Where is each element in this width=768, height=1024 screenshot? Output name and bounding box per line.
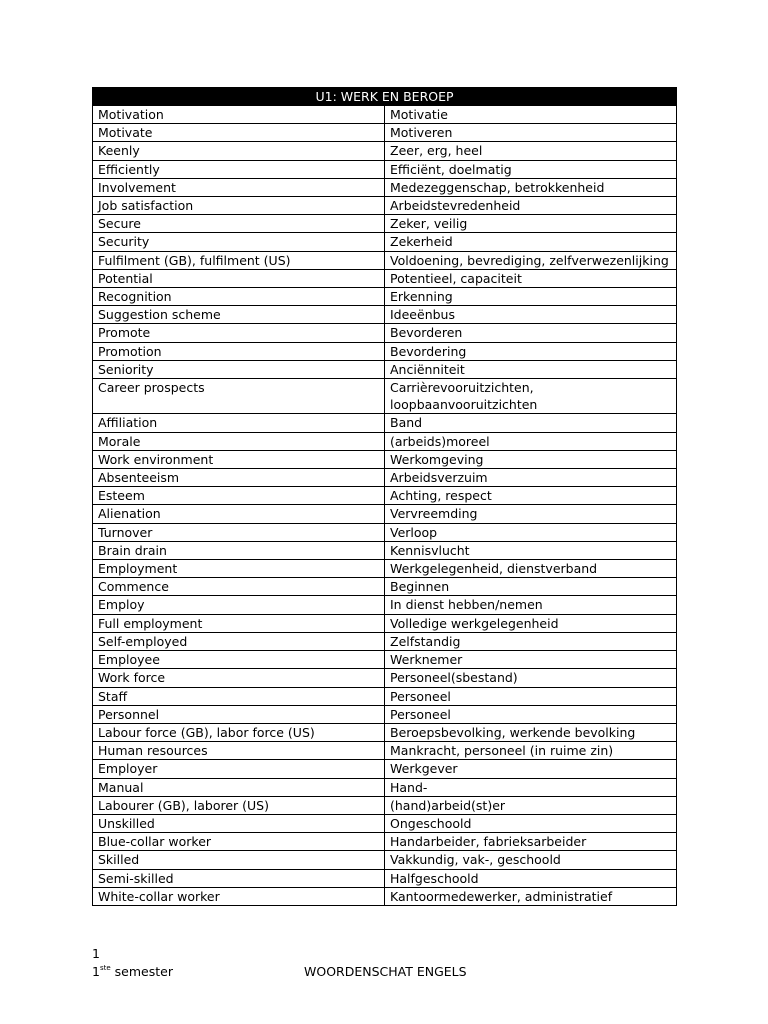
vocabulary-table — [92, 87, 677, 906]
table-row — [93, 160, 677, 178]
english-term: Unskilled — [93, 814, 385, 832]
english-term: Involvement — [93, 178, 385, 196]
table-row — [93, 197, 677, 215]
table-row — [93, 778, 677, 796]
dutch-translation: Bevorderen — [385, 324, 677, 342]
table-row — [93, 796, 677, 814]
english-term: Employer — [93, 760, 385, 778]
table-row — [93, 342, 677, 360]
dutch-translation: Verloop — [385, 523, 677, 541]
dutch-translation: Voldoening, bevrediging, zelfverwezenlijking — [385, 251, 677, 269]
english-term: Promote — [93, 324, 385, 342]
dutch-translation: Zeker, veilig — [385, 215, 677, 233]
table-row — [93, 469, 677, 487]
english-term: Staff — [93, 687, 385, 705]
dutch-translation: Medezeggenschap, betrokkenheid — [385, 178, 677, 196]
english-term: Seniority — [93, 360, 385, 378]
table-row — [93, 560, 677, 578]
english-term: Employment — [93, 560, 385, 578]
table-row — [93, 632, 677, 650]
english-term: Fulfilment (GB), fulfilment (US) — [93, 251, 385, 269]
dutch-translation: Anciënniteit — [385, 360, 677, 378]
table-row — [93, 851, 677, 869]
dutch-translation: Bevordering — [385, 342, 677, 360]
dutch-translation: Erkenning — [385, 288, 677, 306]
table-body — [93, 106, 677, 906]
english-term: Personnel — [93, 705, 385, 723]
table-row — [93, 450, 677, 468]
english-term: Commence — [93, 578, 385, 596]
english-term: Manual — [93, 778, 385, 796]
english-term: Absenteeism — [93, 469, 385, 487]
english-term: Motivation — [93, 106, 385, 124]
english-term: White-collar worker — [93, 887, 385, 905]
english-term: Alienation — [93, 505, 385, 523]
english-term: Turnover — [93, 523, 385, 541]
english-term: Semi-skilled — [93, 869, 385, 887]
dutch-translation: Ongeschoold — [385, 814, 677, 832]
dutch-translation: Efficiënt, doelmatig — [385, 160, 677, 178]
table-row — [93, 324, 677, 342]
table-row — [93, 178, 677, 196]
dutch-translation: Personeel — [385, 687, 677, 705]
table-row — [93, 269, 677, 287]
table-row — [93, 833, 677, 851]
table-row — [93, 541, 677, 559]
table-row — [93, 124, 677, 142]
table-row — [93, 596, 677, 614]
table-header-row — [93, 88, 677, 106]
table-row — [93, 414, 677, 432]
english-term: Self-employed — [93, 632, 385, 650]
english-term: Motivate — [93, 124, 385, 142]
semester-suffix: ste — [99, 964, 111, 972]
table-row — [93, 523, 677, 541]
semester-label — [92, 964, 173, 979]
english-term: Suggestion scheme — [93, 306, 385, 324]
table-row — [93, 233, 677, 251]
english-term: Job satisfaction — [93, 197, 385, 215]
english-term: Keenly — [93, 142, 385, 160]
dutch-translation: Halfgeschoold — [385, 869, 677, 887]
dutch-translation: Vakkundig, vak-, geschoold — [385, 851, 677, 869]
dutch-translation: Motiveren — [385, 124, 677, 142]
english-term: Brain drain — [93, 541, 385, 559]
english-term: Recognition — [93, 288, 385, 306]
table-row — [93, 578, 677, 596]
english-term: Career prospects — [93, 379, 385, 414]
dutch-translation: Zeer, erg, heel — [385, 142, 677, 160]
dutch-translation: Achting, respect — [385, 487, 677, 505]
table-row — [93, 251, 677, 269]
table-row — [93, 288, 677, 306]
dutch-translation: Beginnen — [385, 578, 677, 596]
dutch-translation: Carrièrevooruitzichten, loopbaanvooruitzichten — [385, 379, 677, 414]
dutch-translation: Werkgelegenheid, dienstverband — [385, 560, 677, 578]
semester-word: semester — [114, 964, 173, 979]
english-term: Work force — [93, 669, 385, 687]
table-row — [93, 814, 677, 832]
table-row — [93, 651, 677, 669]
table-row — [93, 306, 677, 324]
dutch-translation: Beroepsbevolking, werkende bevolking — [385, 723, 677, 741]
english-term: Secure — [93, 215, 385, 233]
table-row — [93, 142, 677, 160]
table-row — [93, 106, 677, 124]
english-term: Affiliation — [93, 414, 385, 432]
english-term: Promotion — [93, 342, 385, 360]
english-term: Work environment — [93, 450, 385, 468]
table-row — [93, 742, 677, 760]
table-row — [93, 669, 677, 687]
english-term: Human resources — [93, 742, 385, 760]
dutch-translation: Werkgever — [385, 760, 677, 778]
table-row — [93, 723, 677, 741]
table-row — [93, 360, 677, 378]
english-term: Potential — [93, 269, 385, 287]
table-row — [93, 687, 677, 705]
dutch-translation: Volledige werkgelegenheid — [385, 614, 677, 632]
semester-number: 1 — [92, 964, 100, 979]
table-row — [93, 705, 677, 723]
english-term: Efficiently — [93, 160, 385, 178]
dutch-translation: Zekerheid — [385, 233, 677, 251]
dutch-translation: Band — [385, 414, 677, 432]
table-row — [93, 379, 677, 414]
dutch-translation: (hand)arbeid(st)er — [385, 796, 677, 814]
dutch-translation: Kantoormedewerker, administratief — [385, 887, 677, 905]
dutch-translation: Motivatie — [385, 106, 677, 124]
english-term: Labourer (GB), laborer (US) — [93, 796, 385, 814]
table-row — [93, 487, 677, 505]
table-row — [93, 887, 677, 905]
dutch-translation: Handarbeider, fabrieksarbeider — [385, 833, 677, 851]
dutch-translation: Hand- — [385, 778, 677, 796]
table-row — [93, 614, 677, 632]
english-term: Employ — [93, 596, 385, 614]
english-term: Full employment — [93, 614, 385, 632]
dutch-translation: Werkomgeving — [385, 450, 677, 468]
dutch-translation: (arbeids)moreel — [385, 432, 677, 450]
dutch-translation: Personeel — [385, 705, 677, 723]
page-number: 1 — [92, 946, 100, 961]
table-row — [93, 760, 677, 778]
dutch-translation: Vervreemding — [385, 505, 677, 523]
english-term: Security — [93, 233, 385, 251]
dutch-translation: Arbeidsverzuim — [385, 469, 677, 487]
footer-title: WOORDENSCHAT ENGELS — [304, 964, 467, 979]
english-term: Blue-collar worker — [93, 833, 385, 851]
table-row — [93, 869, 677, 887]
dutch-translation: Zelfstandig — [385, 632, 677, 650]
dutch-translation: Kennisvlucht — [385, 541, 677, 559]
english-term: Esteem — [93, 487, 385, 505]
english-term: Labour force (GB), labor force (US) — [93, 723, 385, 741]
dutch-translation: In dienst hebben/nemen — [385, 596, 677, 614]
table-title: U1: WERK EN BEROEP — [93, 88, 677, 106]
table-row — [93, 505, 677, 523]
dutch-translation: Arbeidstevredenheid — [385, 197, 677, 215]
table-row — [93, 215, 677, 233]
dutch-translation: Werknemer — [385, 651, 677, 669]
dutch-translation: Mankracht, personeel (in ruime zin) — [385, 742, 677, 760]
table-row — [93, 432, 677, 450]
dutch-translation: Potentieel, capaciteit — [385, 269, 677, 287]
english-term: Morale — [93, 432, 385, 450]
dutch-translation: Ideeënbus — [385, 306, 677, 324]
dutch-translation: Personeel(sbestand) — [385, 669, 677, 687]
english-term: Employee — [93, 651, 385, 669]
english-term: Skilled — [93, 851, 385, 869]
